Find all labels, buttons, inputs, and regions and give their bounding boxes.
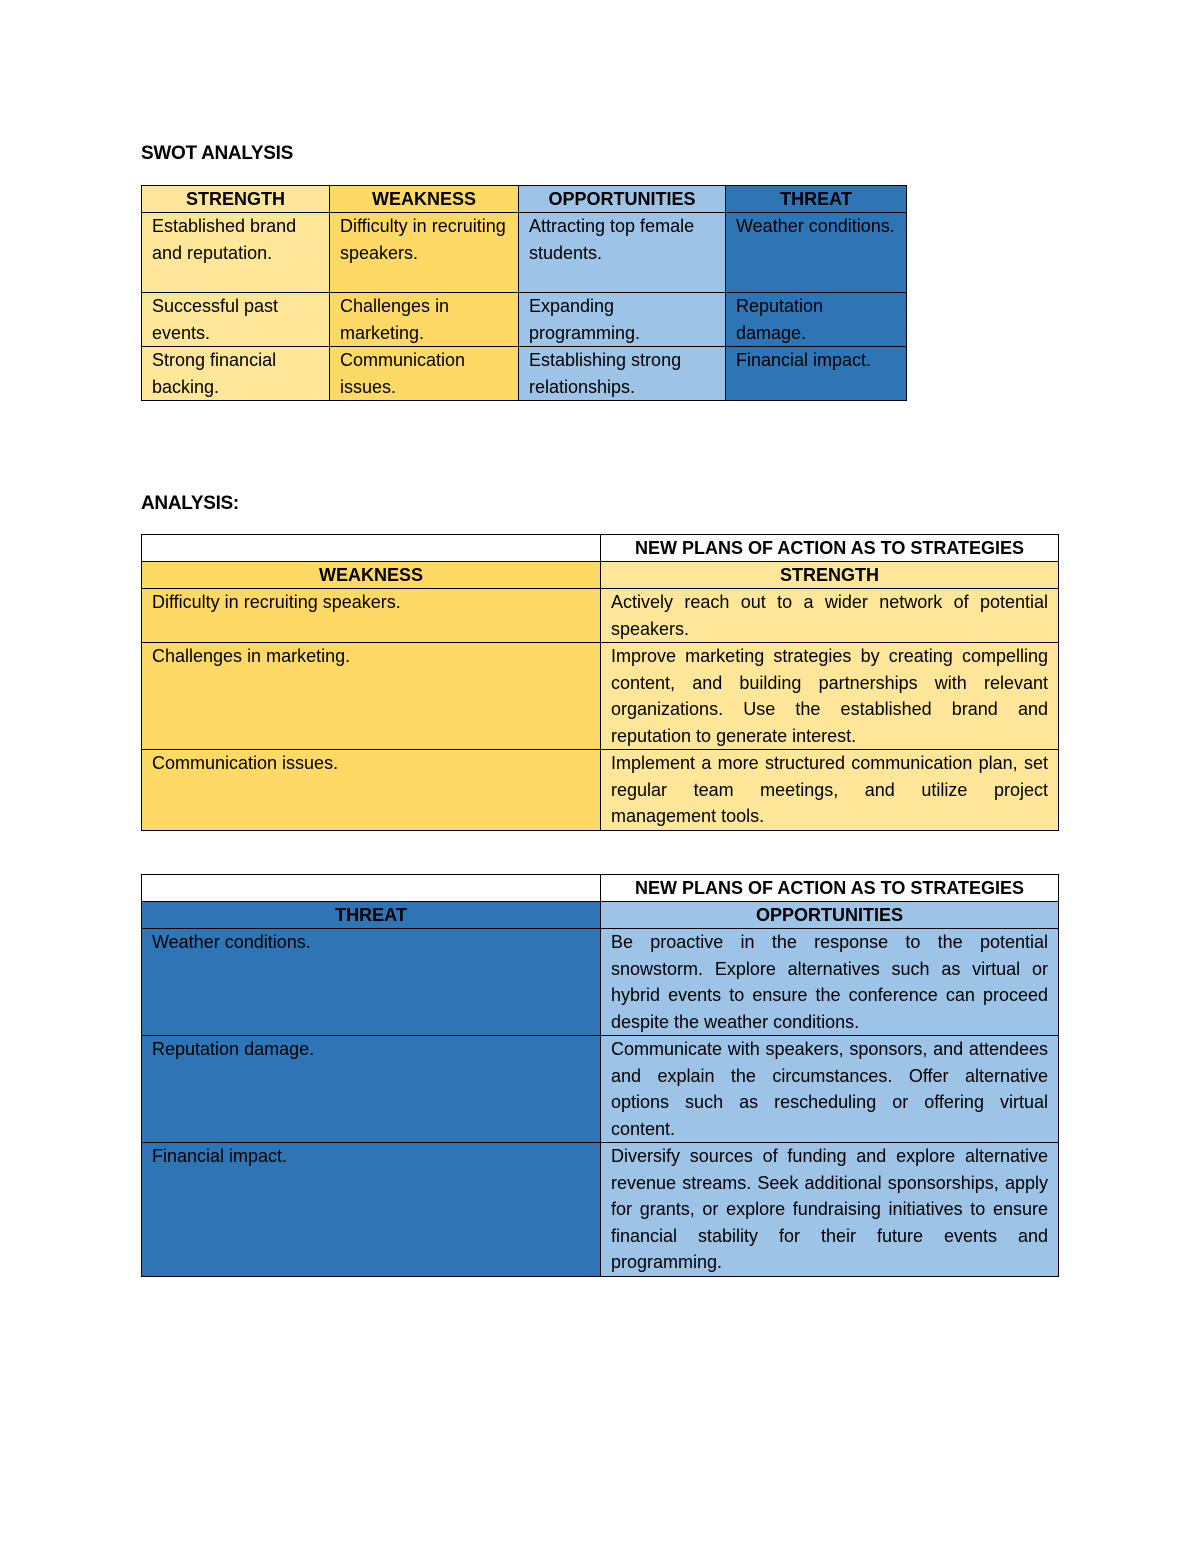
strategy-cell: Communicate with speakers, sponsors, and attendees and explain the circumstances. Offer alternative options such as rescheduling or offering virtual content. <box>601 1036 1059 1143</box>
swot-header-opportunities: OPPORTUNITIES <box>519 186 726 213</box>
weakness-strategy-table <box>141 534 1059 831</box>
table-row <box>142 347 907 401</box>
strategy-cell: Improve marketing strategies by creating compelling content, and building partnerships with relevant organizations. Use the established brand and reputation to generate interest. <box>601 643 1059 750</box>
strategy-cell: Be proactive in the response to the potential snowstorm. Explore alternatives such as virtual or hybrid events to ensure the conference can proceed despite the weather conditions. <box>601 929 1059 1036</box>
table-row <box>142 1143 1059 1277</box>
swot-cell-weakness: Difficulty in recruiting speakers. <box>330 213 519 293</box>
strategy-cell: Actively reach out to a wider network of potential speakers. <box>601 589 1059 643</box>
opportunities-header: OPPORTUNITIES <box>601 902 1059 929</box>
strategy-cell: Diversify sources of funding and explore alternative revenue streams. Seek additional sponsorships, apply for grants, or explore fundraising initiatives to ensure financial stability for their future events and programming. <box>601 1143 1059 1277</box>
table-header-row <box>142 562 1059 589</box>
weakness-cell: Communication issues. <box>142 750 601 831</box>
swot-header-weakness: WEAKNESS <box>330 186 519 213</box>
swot-cell-threat: Financial impact. <box>726 347 907 401</box>
swot-cell-weakness: Challenges in marketing. <box>330 293 519 347</box>
threat-header: THREAT <box>142 902 601 929</box>
table-row <box>142 643 1059 750</box>
swot-cell-threat: Reputation damage. <box>726 293 907 347</box>
swot-header-row <box>142 186 907 213</box>
swot-header-threat: THREAT <box>726 186 907 213</box>
swot-cell-opportunities: Establishing strong relationships. <box>519 347 726 401</box>
weakness-cell: Challenges in marketing. <box>142 643 601 750</box>
table-row <box>142 750 1059 831</box>
empty-header-cell <box>142 535 601 562</box>
table-header-row <box>142 875 1059 902</box>
table-row <box>142 213 907 293</box>
swot-header-strength: STRENGTH <box>142 186 330 213</box>
table-row <box>142 1036 1059 1143</box>
swot-cell-strength: Established brand and reputation. <box>142 213 330 293</box>
table-header-row <box>142 902 1059 929</box>
table-row <box>142 929 1059 1036</box>
analysis-title: ANALYSIS: <box>141 493 239 514</box>
threat-cell: Reputation damage. <box>142 1036 601 1143</box>
swot-table <box>141 185 907 401</box>
swot-cell-strength: Strong financial backing. <box>142 347 330 401</box>
swot-cell-weakness: Communication issues. <box>330 347 519 401</box>
strength-header: STRENGTH <box>601 562 1059 589</box>
weakness-cell: Difficulty in recruiting speakers. <box>142 589 601 643</box>
threat-cell: Financial impact. <box>142 1143 601 1277</box>
table-row <box>142 589 1059 643</box>
empty-header-cell <box>142 875 601 902</box>
swot-title: SWOT ANALYSIS <box>141 143 293 164</box>
swot-cell-opportunities: Attracting top female students. <box>519 213 726 293</box>
swot-cell-threat: Weather conditions. <box>726 213 907 293</box>
threat-strategy-table <box>141 874 1059 1277</box>
swot-cell-strength: Successful past events. <box>142 293 330 347</box>
strategies-header: NEW PLANS OF ACTION AS TO STRATEGIES <box>601 875 1059 902</box>
strategies-header: NEW PLANS OF ACTION AS TO STRATEGIES <box>601 535 1059 562</box>
table-header-row <box>142 535 1059 562</box>
swot-cell-opportunities: Expanding programming. <box>519 293 726 347</box>
weakness-header: WEAKNESS <box>142 562 601 589</box>
strategy-cell: Implement a more structured communication plan, set regular team meetings, and utilize project management tools. <box>601 750 1059 831</box>
threat-cell: Weather conditions. <box>142 929 601 1036</box>
table-row <box>142 293 907 347</box>
